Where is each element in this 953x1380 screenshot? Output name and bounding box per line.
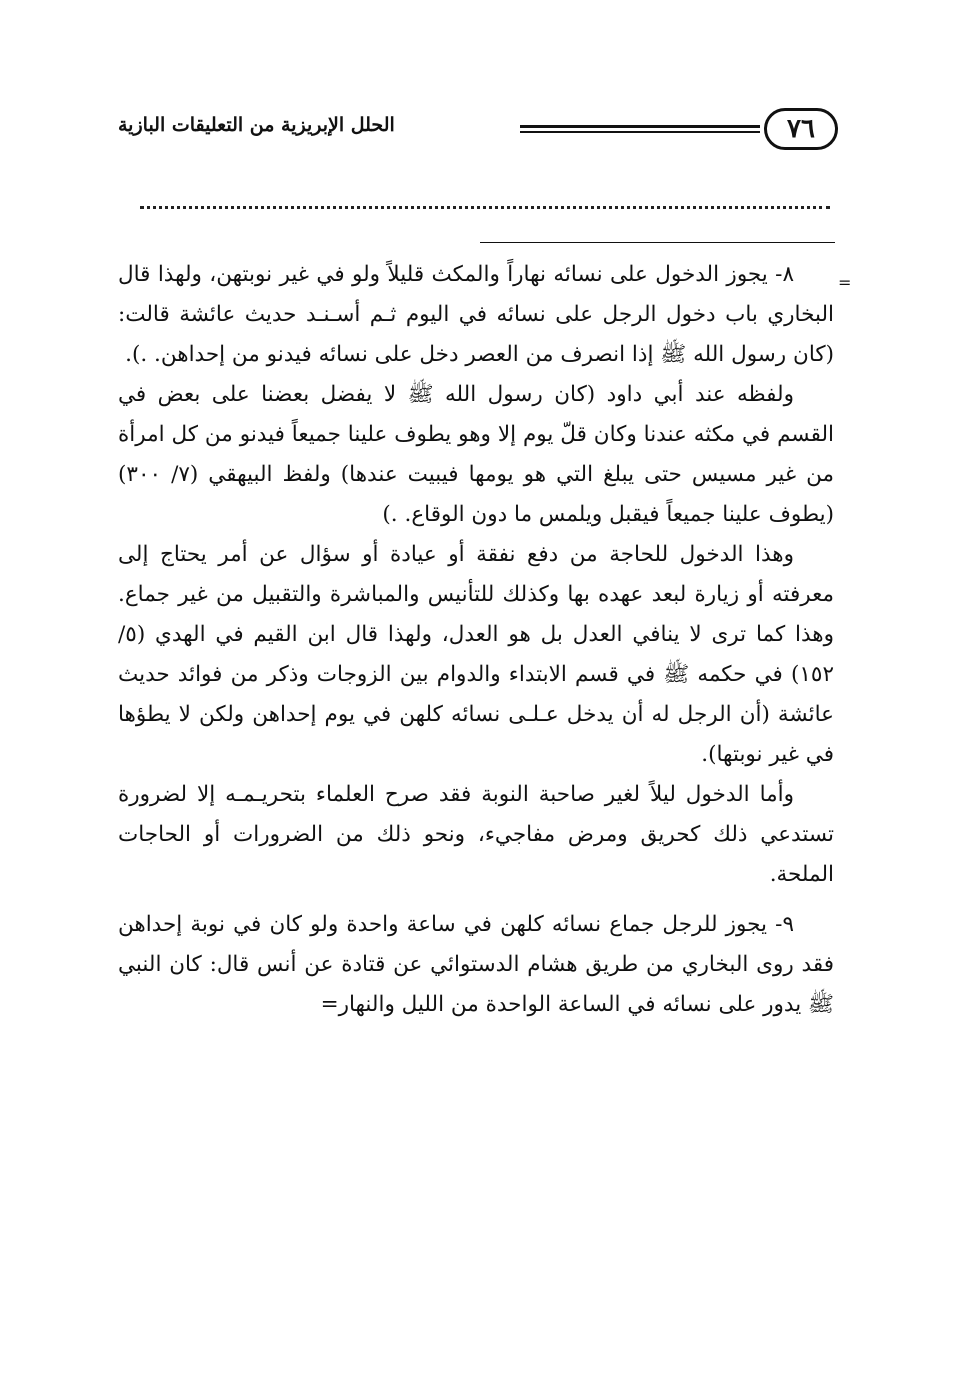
- section-rule: [480, 242, 835, 243]
- page-number: ٧٦: [764, 108, 838, 150]
- book-title: الحلل الإبريزية من التعليقات البازية: [118, 114, 395, 136]
- header-rule: [520, 125, 760, 133]
- dotted-separator: [140, 206, 830, 209]
- paragraph-abu-dawud: ولفظه عند أبي داود (كان رسول الله ﷺ لا يفضل بعضنا على بعض في القسم في مكثه عندنا وكان قلّ يوم إلا وهو يطوف علينا جميعاً فيدنو من كل امرأة من غير مسيس حتى يبلغ التي هو يومها فيبيت عندها) ولفظ البيهقي (٧/ ٣٠٠) (يطوف علينا جميعاً فيقبل ويلمس ما دون الوقاع. .): [118, 382, 835, 527]
- body-text: [118, 255, 834, 1025]
- page-header: [108, 108, 838, 158]
- paragraph-9: ٩- يجوز للرجل جماع نسائه كلهن في ساعة واحدة ولو كان في نوبة إحداهن فقد روى البخاري من طريق هشام الدستوائي عن قتادة عن أنس قال: كان النبي ﷺ يدور على نسائه في الساعة الواحدة من الليل والنهار=: [118, 912, 834, 1017]
- paragraph-night-visit: وأما الدخول ليلاً لغير صاحبة النوبة فقد صرح العلماء بتحريـمـه إلا لضرورة تستدعي ذلك كحريق ومرض مفاجيء، ونحو ذلك من الضرورات أو الحاجات الملحة.: [118, 782, 834, 887]
- paragraph-need-visit: وهذا الدخول للحاجة من دفع نفقة أو عيادة أو سؤال عن أمر يحتاج إلى معرفته أو زيارة لبعد عهده بها وكذلك للتأنيس والمباشرة والتقبيل من غير جماع. وهذا كما ترى لا ينافي العدل بل هو العدل، ولهذا قال ابن القيم في الهدي (٥/ ١٥٢) في حكمه ﷺ في قسم الابتداء والدوام بين الزوجات وذكر من فوائد حديث عائشة (أن الرجل له أن يدخل عـلـى نسائه كلهن في يوم إحداهن ولكن لا يطؤها في غير نوبتها).: [118, 542, 834, 767]
- paragraph-8: ٨- يجوز الدخول على نسائه نهاراً والمكث قليلاً ولو في غير نوبتهن، ولهذا قال البخاري باب دخول الرجل على نسائه في اليوم ثـم أسـنـد حديث عائشة قالت: (كان رسول الله ﷺ إذا انصرف من العصر دخل على نسائه فيدنو من إحداهن. .).: [118, 262, 834, 367]
- side-mark: =: [838, 273, 852, 292]
